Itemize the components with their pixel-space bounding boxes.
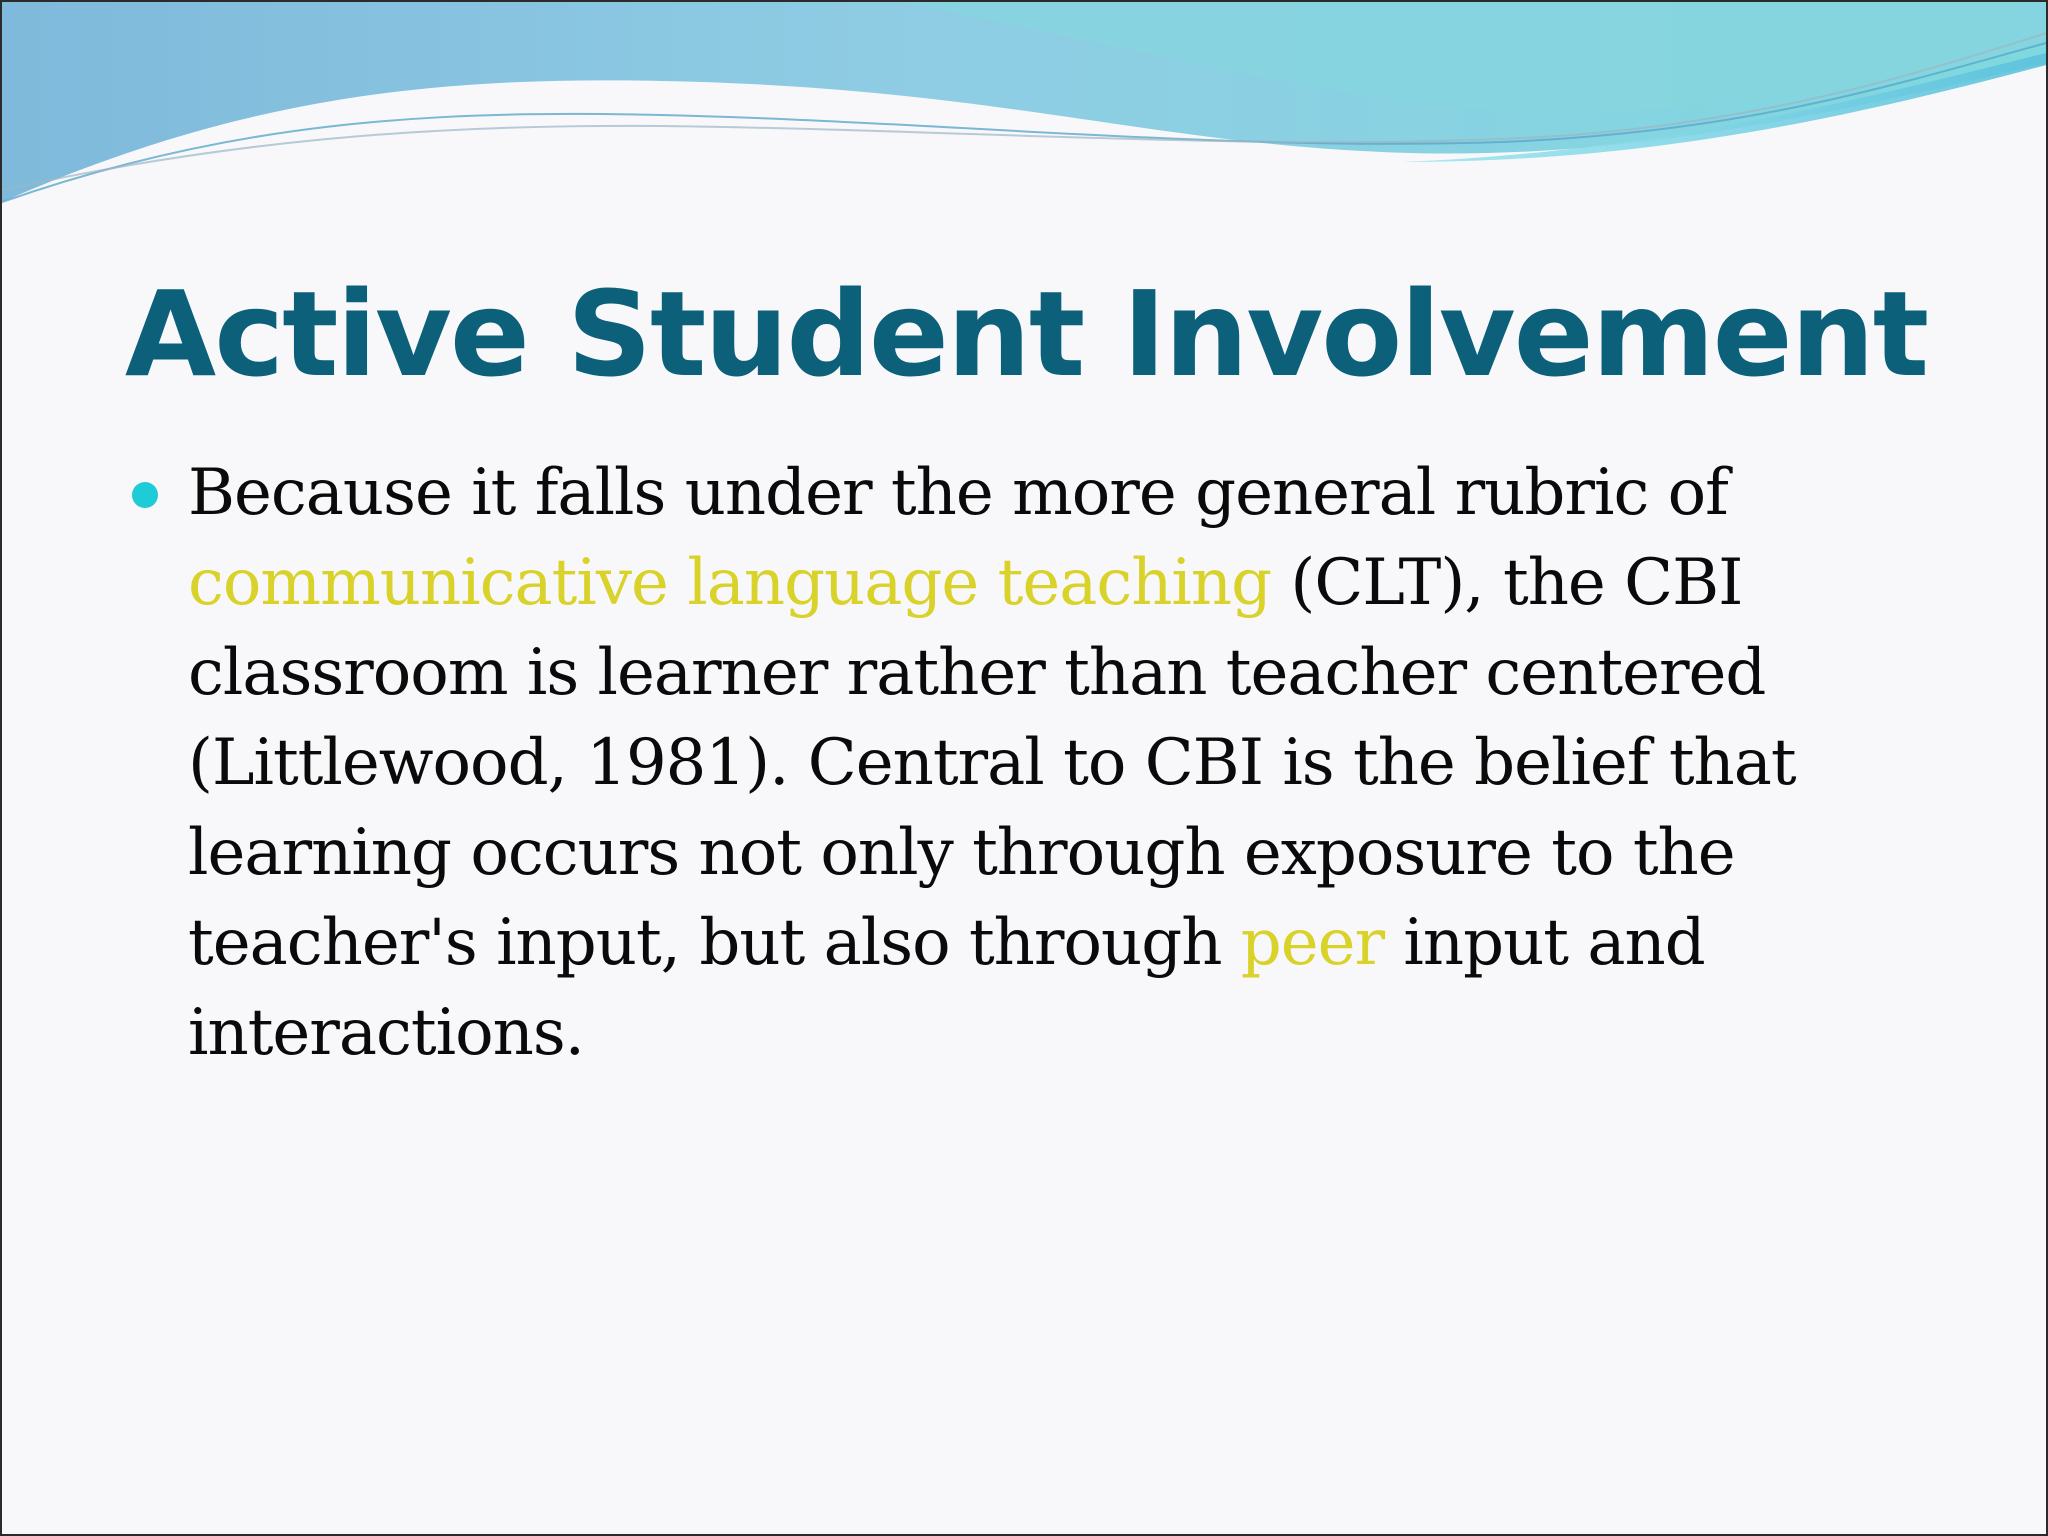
bullet-text	[188, 448, 1912, 1078]
slide-title: Active Student Involvement	[124, 265, 1928, 403]
bullet-item	[132, 448, 1912, 1078]
bullet-text-segment-3: input and interactions.	[188, 906, 1705, 1070]
bullet-text-segment-1: Because it falls under the more general rubric of	[188, 456, 1728, 530]
link-communicative-language-teaching[interactable]: communicative language teaching	[188, 546, 1272, 620]
header-wave-decoration	[2, 2, 2048, 242]
bullet-dot-icon	[132, 482, 158, 508]
content-body	[132, 448, 1912, 1078]
bullet-text-segment-2: (CLT), the CBI classroom is learner rather than teacher centered (Littlewood, 1981). Central to CBI is the belief that learning occurs not only through exposure to the teacher's input, but also through	[188, 546, 1796, 980]
link-peer[interactable]: peer	[1240, 906, 1385, 980]
